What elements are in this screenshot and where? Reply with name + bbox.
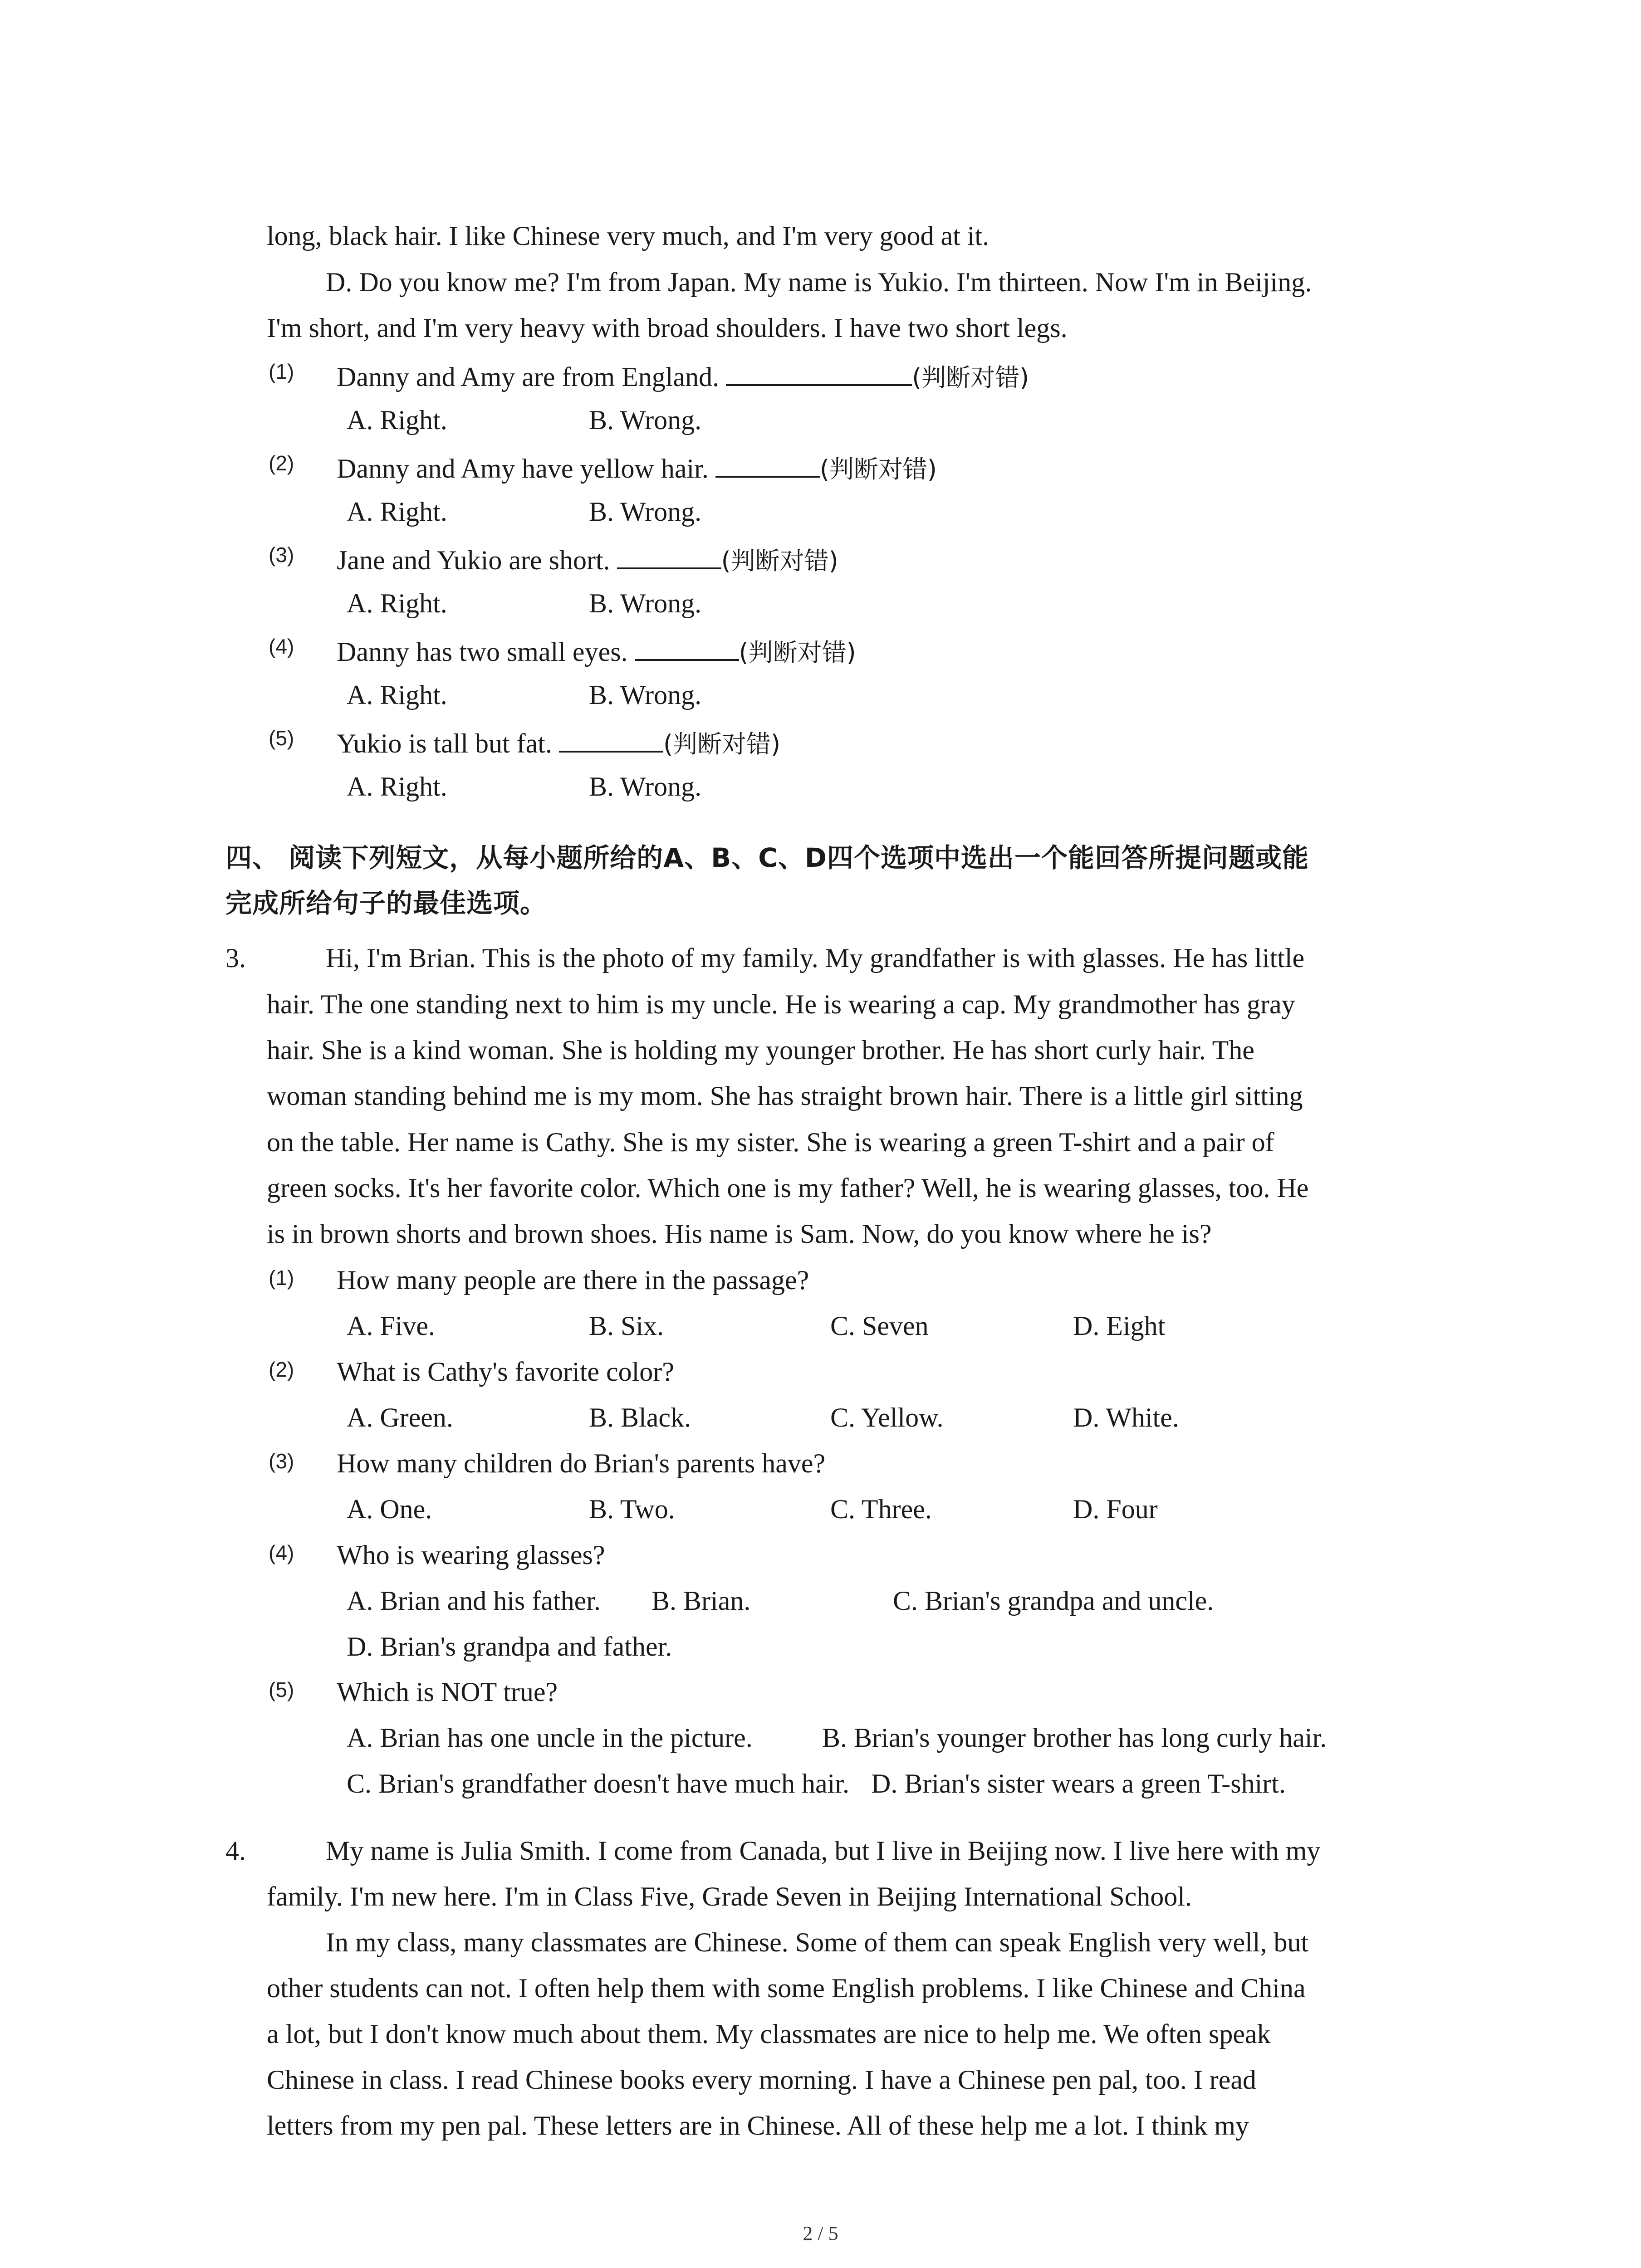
q3-sub4-option-c: C. Brian's grandpa and uncle. bbox=[893, 1586, 1214, 1616]
q3-sub2-number: (2) bbox=[269, 1358, 294, 1381]
q3-sub1-option-b: B. Six. bbox=[589, 1311, 664, 1341]
tf-q1-option-b: B. Wrong. bbox=[589, 405, 702, 435]
q3-sub1-option-d: D. Eight bbox=[1073, 1311, 1166, 1341]
tf-q5-text: Yukio is tall but fat. bbox=[337, 728, 552, 758]
q3-sub3-text: How many children do Brian's parents have? bbox=[337, 1448, 826, 1478]
q3-sub5-text: Which is NOT true? bbox=[337, 1677, 558, 1707]
tf-hint: (判断对错) bbox=[721, 547, 838, 575]
q3-sub3-option-d: D. Four bbox=[1073, 1494, 1158, 1524]
q3-line: woman standing behind me is my mom. She has straight brown hair. There is a little girl sitting bbox=[267, 1081, 1303, 1111]
tf-hint: (判断对错) bbox=[663, 730, 781, 758]
tf-q4-text: Danny has two small eyes. bbox=[337, 637, 628, 667]
tf-q4-option-b: B. Wrong. bbox=[589, 680, 702, 710]
tf-q3-option-a: A. Right. bbox=[347, 588, 447, 618]
page-number: 2 / 5 bbox=[803, 2222, 838, 2244]
tf-q3-text: Jane and Yukio are short. bbox=[337, 545, 610, 575]
passage-d-line2: I'm short, and I'm very heavy with broad shoulders. I have two short legs. bbox=[267, 313, 1068, 343]
q4-line: In my class, many classmates are Chinese. Some of them can speak English very well, but bbox=[326, 1927, 1309, 1957]
q3-line: hair. She is a kind woman. She is holding my younger brother. He has short curly hair. The bbox=[267, 1035, 1254, 1065]
q3-sub2-option-a: A. Green. bbox=[347, 1403, 453, 1432]
q3-sub3-option-b: B. Two. bbox=[589, 1494, 675, 1524]
tf-hint: (判断对错) bbox=[819, 455, 937, 484]
q3-sub5-option-a: A. Brian has one uncle in the picture. bbox=[347, 1723, 753, 1753]
q3-sub4-text: Who is wearing glasses? bbox=[337, 1540, 605, 1570]
tf-q2-option-b: B. Wrong. bbox=[589, 497, 702, 527]
tf-q4-number: (4) bbox=[269, 635, 294, 658]
q3-sub1-option-c: C. Seven bbox=[830, 1311, 929, 1341]
q4-line: Chinese in class. I read Chinese books every morning. I have a Chinese pen pal, too. I read bbox=[267, 2065, 1257, 2095]
q3-sub5-number: (5) bbox=[269, 1678, 294, 1701]
tf-q1 bbox=[337, 361, 1029, 391]
q4-line: other students can not. I often help them with some English problems. I like Chinese and China bbox=[267, 1973, 1306, 2003]
tf-q5-option-b: B. Wrong. bbox=[589, 772, 702, 802]
tf-q1-text: Danny and Amy are from England. bbox=[337, 362, 720, 392]
tf-q2-text: Danny and Amy have yellow hair. bbox=[337, 454, 709, 484]
q3-sub5-option-b: B. Brian's younger brother has long curly hair. bbox=[822, 1723, 1327, 1753]
tf-q5 bbox=[337, 727, 780, 757]
q3-sub4-option-d: D. Brian's grandpa and father. bbox=[347, 1632, 672, 1662]
passage-d-line1: D. Do you know me? I'm from Japan. My name is Yukio. I'm thirteen. Now I'm in Beijing. bbox=[326, 267, 1312, 297]
q3-sub4-option-a: A. Brian and his father. bbox=[347, 1586, 601, 1616]
question-4-number: 4. bbox=[225, 1836, 246, 1866]
tf-q2-option-a: A. Right. bbox=[347, 497, 447, 527]
tf-q1-option-a: A. Right. bbox=[347, 405, 447, 435]
q3-sub1-number: (1) bbox=[269, 1266, 294, 1290]
q3-line: is in brown shorts and brown shoes. His name is Sam. Now, do you know where he is? bbox=[267, 1219, 1212, 1249]
q3-line: green socks. It's her favorite color. Which one is my father? Well, he is wearing glasses, too. He bbox=[267, 1173, 1309, 1203]
q3-sub2-option-b: B. Black. bbox=[589, 1403, 691, 1432]
answer-blank[interactable] bbox=[559, 727, 663, 753]
q3-sub3-option-c: C. Three. bbox=[830, 1494, 932, 1524]
q4-line: letters from my pen pal. These letters are in Chinese. All of these help me a lot. I think my bbox=[267, 2111, 1249, 2141]
answer-blank[interactable] bbox=[715, 452, 820, 478]
q3-line: hair. The one standing next to him is my uncle. He is wearing a cap. My grandmother has gray bbox=[267, 989, 1295, 1019]
q3-sub4-option-b: B. Brian. bbox=[652, 1586, 751, 1616]
q3-sub5-option-d: D. Brian's sister wears a green T-shirt. bbox=[871, 1769, 1286, 1799]
answer-blank[interactable] bbox=[635, 635, 739, 661]
q3-line: on the table. Her name is Cathy. She is my sister. She is wearing a green T-shirt and a pair of bbox=[267, 1127, 1274, 1157]
q3-sub1-text: How many people are there in the passage? bbox=[337, 1265, 809, 1295]
q3-sub2-option-d: D. White. bbox=[1073, 1403, 1179, 1432]
q4-line: My name is Julia Smith. I come from Canada, but I live in Beijing now. I live here with my bbox=[326, 1836, 1321, 1866]
tf-q2-number: (2) bbox=[269, 451, 294, 475]
tf-hint: (判断对错) bbox=[739, 638, 856, 667]
section-4-heading: 四、 阅读下列短文，从每小题所给的A、B、C、D四个选项中选出一个能回答所提问题或能 bbox=[225, 842, 1309, 873]
section-4-heading-cont: 完成所给句子的最佳选项。 bbox=[225, 888, 547, 919]
tf-q1-number: (1) bbox=[269, 360, 294, 383]
q3-line: Hi, I'm Brian. This is the photo of my family. My grandfather is with glasses. He has little bbox=[326, 943, 1305, 973]
q3-sub3-number: (3) bbox=[269, 1449, 294, 1473]
q3-sub5-option-c: C. Brian's grandfather doesn't have much hair. bbox=[347, 1769, 849, 1799]
q3-sub4-number: (4) bbox=[269, 1541, 294, 1564]
passage-c-tail: long, black hair. I like Chinese very much, and I'm very good at it. bbox=[267, 221, 989, 251]
tf-q3 bbox=[337, 544, 838, 574]
q3-sub1-option-a: A. Five. bbox=[347, 1311, 435, 1341]
tf-q3-number: (3) bbox=[269, 543, 294, 567]
answer-blank[interactable] bbox=[617, 544, 721, 569]
q3-sub2-text: What is Cathy's favorite color? bbox=[337, 1357, 674, 1387]
question-3-number: 3. bbox=[225, 943, 246, 973]
tf-q4-option-a: A. Right. bbox=[347, 680, 447, 710]
q4-line: a lot, but I don't know much about them. My classmates are nice to help me. We often speak bbox=[267, 2019, 1271, 2049]
tf-q3-option-b: B. Wrong. bbox=[589, 588, 702, 618]
tf-q5-number: (5) bbox=[269, 726, 294, 750]
q4-line: family. I'm new here. I'm in Class Five, Grade Seven in Beijing International School. bbox=[267, 1882, 1192, 1911]
tf-q5-option-a: A. Right. bbox=[347, 772, 447, 802]
answer-blank[interactable] bbox=[726, 361, 912, 386]
tf-q4 bbox=[337, 635, 856, 665]
tf-hint: (判断对错) bbox=[912, 363, 1029, 392]
q3-sub3-option-a: A. One. bbox=[347, 1494, 432, 1524]
q3-sub2-option-c: C. Yellow. bbox=[830, 1403, 944, 1432]
tf-q2 bbox=[337, 452, 937, 482]
